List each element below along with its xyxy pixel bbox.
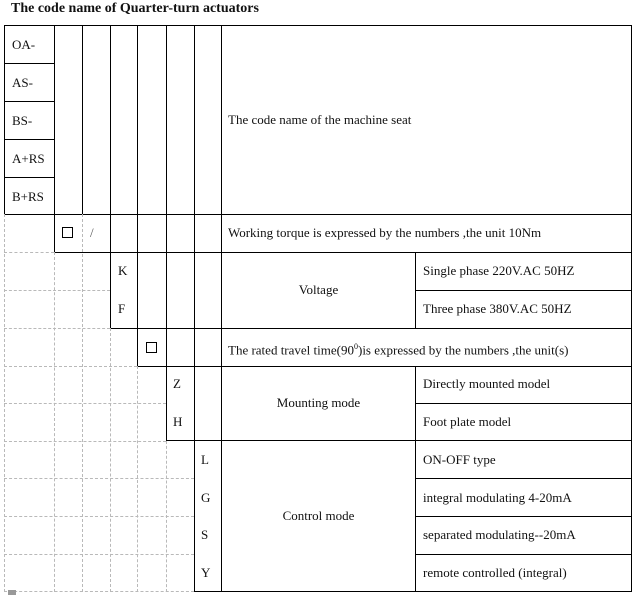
seat-code-as: AS- [12, 75, 33, 90]
row-line [415, 554, 632, 555]
dashed-gridline [4, 252, 54, 253]
table-bottom-border [194, 591, 632, 592]
col-line [137, 25, 138, 366]
seat-row-divider [4, 63, 54, 64]
document-title: The code name of Quarter-turn actuators [11, 1, 259, 16]
col-line [194, 25, 195, 592]
control-label: Control mode [282, 508, 355, 523]
row-line [4, 214, 632, 215]
torque-separator: / [90, 225, 94, 240]
dashed-gridline [4, 366, 137, 367]
control-code-g: G [201, 490, 211, 505]
row-line [166, 440, 632, 441]
row-line [415, 403, 632, 404]
table-left-border [4, 25, 5, 214]
col-line [110, 25, 111, 328]
voltage-code-k: K [118, 263, 128, 278]
row-line [110, 328, 632, 329]
table-top-border [4, 25, 632, 26]
mounting-code-z: Z [173, 376, 181, 391]
table-right-border [631, 25, 632, 592]
voltage-label: Voltage [298, 282, 339, 297]
seat-row-divider [4, 177, 54, 178]
seat-row-divider [4, 101, 54, 102]
row-line [137, 366, 632, 367]
control-desc-on-off: ON-OFF type [423, 452, 496, 467]
mounting-desc-direct: Directly mounted model [423, 376, 551, 391]
col-line [415, 366, 416, 592]
control-desc-separated: separated modulating--20mA [423, 527, 576, 542]
voltage-desc-three: Three phase 380V.AC 50HZ [423, 301, 572, 316]
dashed-gridline [4, 290, 110, 291]
dashed-gridline [54, 252, 55, 592]
scroll-stub [8, 590, 16, 595]
placeholder-box [62, 227, 73, 238]
dashed-gridline [4, 516, 194, 517]
dashed-gridline [4, 478, 194, 479]
dashed-gridline [4, 441, 166, 442]
dashed-gridline [110, 328, 111, 592]
seat-code-oa: OA- [12, 37, 36, 52]
placeholder-box [146, 342, 157, 353]
voltage-code-f: F [118, 301, 126, 316]
torque-description: Working torque is expressed by the numbers ,the unit 10Nm [228, 225, 542, 240]
col-line [82, 25, 83, 214]
seat-code-b-rs: B+RS [12, 189, 44, 204]
control-code-y: Y [201, 565, 211, 580]
row-line [54, 252, 632, 253]
col-line [221, 25, 222, 592]
row-line [415, 516, 632, 517]
control-desc-remote: remote controlled (integral) [423, 565, 567, 580]
control-code-s: S [201, 527, 209, 542]
dashed-gridline [137, 366, 138, 592]
dashed-gridline [4, 591, 194, 592]
dashed-gridline [4, 403, 166, 404]
col-line [54, 25, 55, 252]
seat-description: The code name of the machine seat [228, 112, 412, 127]
dashed-gridline [4, 328, 110, 329]
row-line [415, 290, 632, 291]
col-line [415, 253, 416, 329]
dashed-gridline [4, 554, 194, 555]
col-line [166, 25, 167, 441]
row-line [415, 478, 632, 479]
seat-row-divider [4, 139, 54, 140]
mounting-label: Mounting mode [276, 395, 361, 410]
mounting-code-h: H [173, 414, 183, 429]
control-desc-integral: integral modulating 4-20mA [423, 490, 572, 505]
control-code-l: L [201, 452, 209, 467]
mounting-desc-foot: Foot plate model [423, 414, 512, 429]
seat-code-bs: BS- [12, 113, 33, 128]
seat-code-a-rs: A+RS [12, 151, 45, 166]
travel-description: The rated travel $time(90^0)is$ expressed by the numbers ,the unit(s) [228, 342, 569, 358]
voltage-desc-single: Single phase 220V.AC 50HZ [423, 263, 575, 278]
